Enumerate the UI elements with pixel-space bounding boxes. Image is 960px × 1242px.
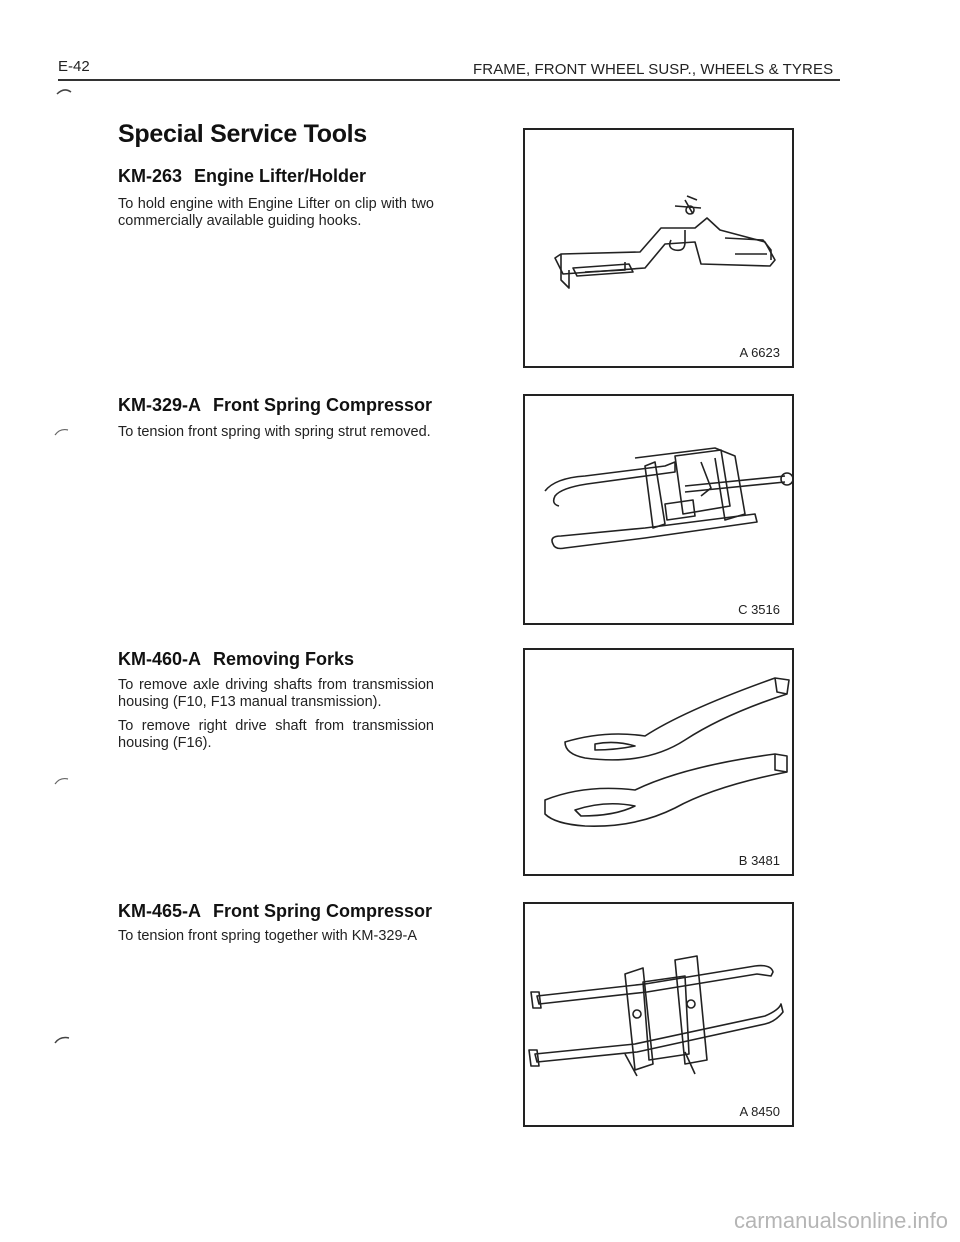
tool-figure-removing-forks xyxy=(523,648,794,876)
tool-description xyxy=(118,196,434,237)
scan-mark-icon xyxy=(54,775,70,785)
tool-code: KM-460-A xyxy=(118,649,202,669)
tool-figure-engine-lifter xyxy=(523,128,794,368)
scan-mark-icon xyxy=(54,1035,70,1045)
tool-heading xyxy=(118,901,432,922)
tool-figure-spring-compressor-2 xyxy=(523,902,794,1127)
tool-description-paragraph: To remove axle driving shafts from transmission housing (F10, F13 manual transmission). xyxy=(118,677,434,710)
tool-description-paragraph: To remove right drive shaft from transmission housing (F16). xyxy=(118,718,434,751)
figure-code: B 3481 xyxy=(738,853,780,868)
tool-figure-spring-compressor xyxy=(523,394,794,625)
spring-compressor-2-illustration-icon xyxy=(525,904,792,1125)
tool-description-paragraph: To tension front spring together with KM-329-A xyxy=(118,928,418,944)
spring-compressor-illustration-icon xyxy=(525,396,792,623)
watermark: carmanualsonline.info xyxy=(733,1208,948,1233)
tool-description-paragraph: To tension front spring with spring strut removed. xyxy=(118,424,431,440)
tool-name: Front Spring Compressor xyxy=(213,395,433,415)
tool-description xyxy=(118,928,434,952)
tool-name: Front Spring Compressor xyxy=(213,901,433,921)
scan-mark-icon xyxy=(54,426,70,436)
tool-description xyxy=(118,424,434,448)
page-number: E-42 xyxy=(58,58,90,75)
tool-name: Engine Lifter/Holder xyxy=(194,166,367,186)
page-title: Special Service Tools xyxy=(118,120,367,148)
tool-heading xyxy=(118,649,354,670)
header-rule xyxy=(58,79,840,81)
figure-code: C 3516 xyxy=(738,602,780,617)
tool-name: Removing Forks xyxy=(213,649,355,669)
figure-code: A 8450 xyxy=(739,1104,780,1119)
tool-code: KM-329-A xyxy=(118,395,202,415)
scan-mark-icon xyxy=(56,86,72,96)
section-title: FRAME, FRONT WHEEL SUSP., WHEELS & TYRES xyxy=(473,61,834,78)
engine-lifter-illustration-icon xyxy=(525,130,792,366)
removing-forks-illustration-icon xyxy=(525,650,792,874)
tool-heading xyxy=(118,166,366,187)
tool-code: KM-263 xyxy=(118,166,183,186)
tool-heading xyxy=(118,395,432,416)
tool-description xyxy=(118,677,434,759)
figure-code: A 6623 xyxy=(739,345,780,360)
tool-code: KM-465-A xyxy=(118,901,202,921)
tool-description-paragraph: To hold engine with Engine Lifter on clip with two commercially available guiding hooks. xyxy=(118,196,434,229)
